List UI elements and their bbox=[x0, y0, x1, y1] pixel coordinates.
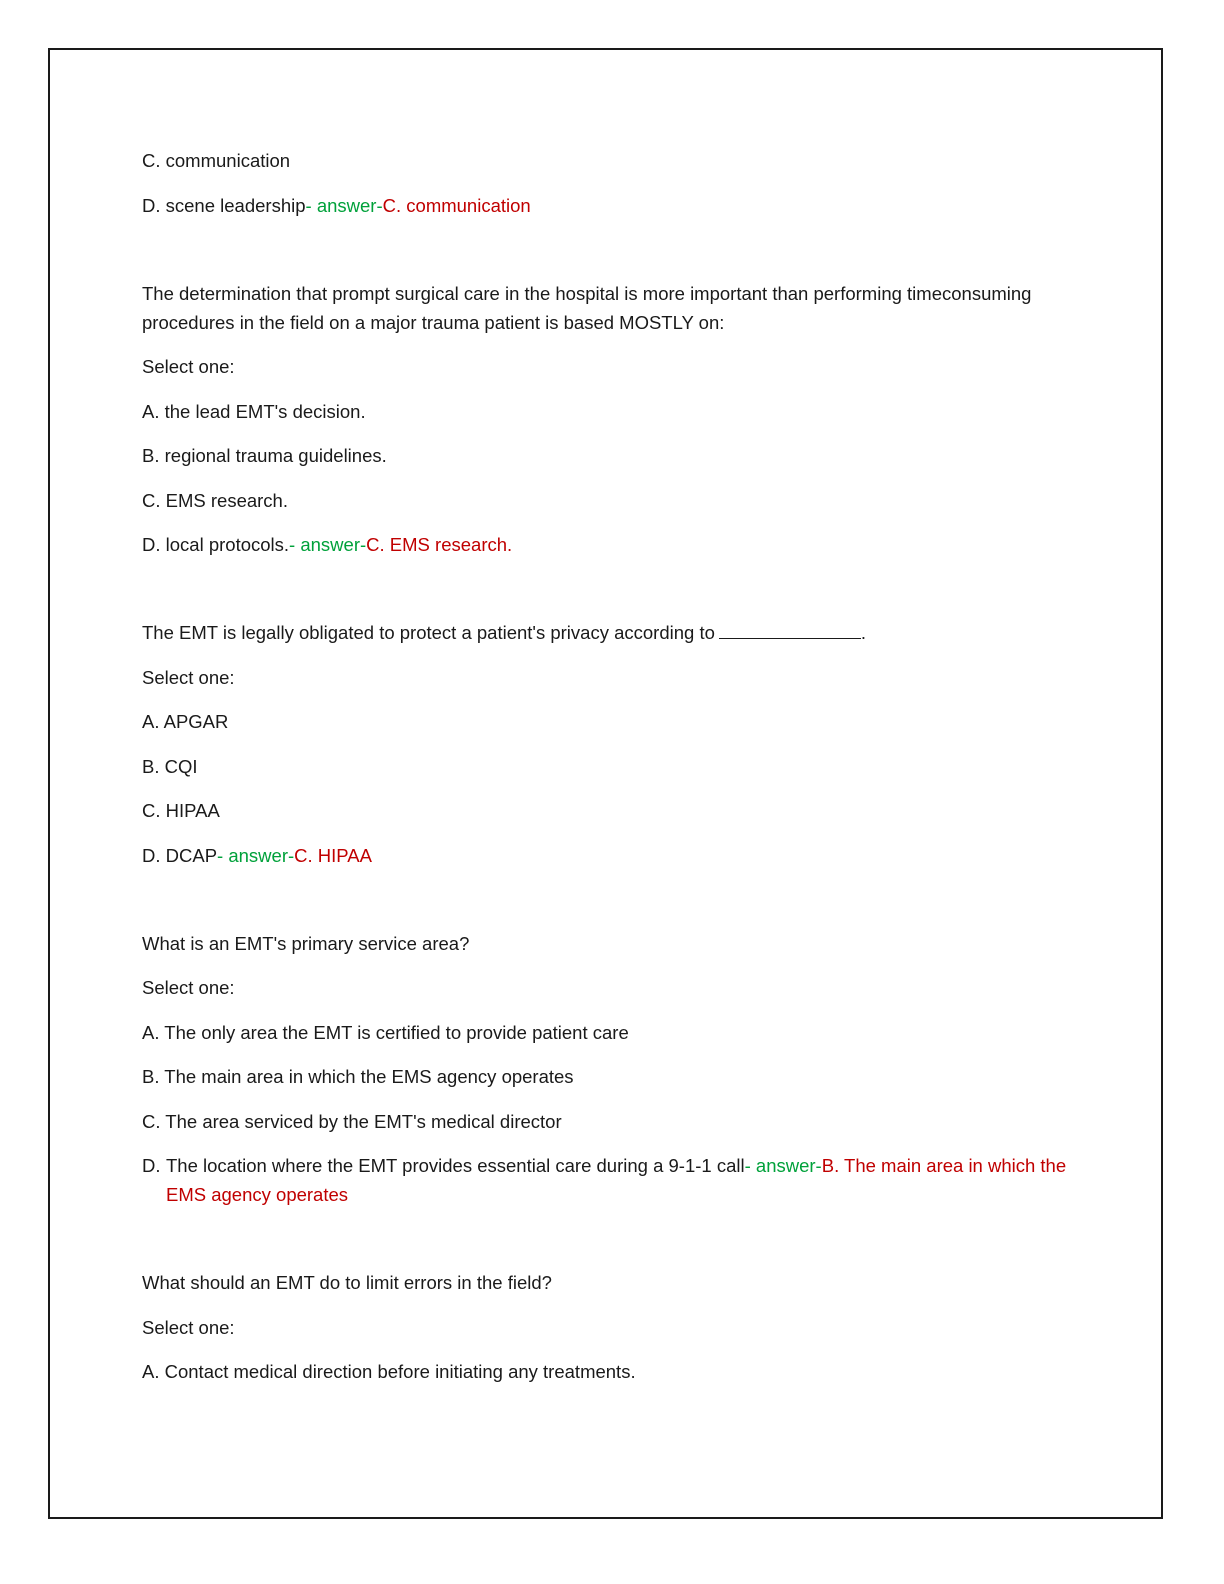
answer-label: answer- bbox=[228, 844, 295, 866]
option-d-body bbox=[166, 1151, 1082, 1209]
option-b: B. The main area in which the EMS agency operates bbox=[142, 1066, 574, 1087]
answer-separator: - bbox=[289, 534, 301, 555]
option-c: C. communication bbox=[142, 150, 291, 171]
answer-separator: - bbox=[305, 194, 317, 216]
option-d-with-answer bbox=[142, 530, 1082, 559]
answer-label: answer- bbox=[755, 1155, 822, 1176]
option-a: A. APGAR bbox=[142, 711, 229, 732]
question-text: What should an EMT do to limit errors in the field? bbox=[142, 1272, 552, 1293]
select-one-label: Select one: bbox=[142, 356, 235, 377]
option-c: C. EMS research. bbox=[142, 489, 288, 511]
option-c: C. The area serviced by the EMT's medical director bbox=[142, 1110, 562, 1132]
fill-in-blank bbox=[719, 618, 861, 639]
question-end: . bbox=[860, 622, 867, 643]
answer-label: answer- bbox=[316, 194, 383, 216]
option-d: D. local protocols. bbox=[142, 534, 290, 555]
option-d-with-answer bbox=[142, 1151, 1082, 1209]
answer-text: C. communication bbox=[382, 194, 531, 216]
answer-label: answer- bbox=[300, 534, 367, 555]
select-one-label: Select one: bbox=[142, 666, 235, 688]
select-one-label: Select one: bbox=[142, 1316, 235, 1338]
option-d-letter: D. bbox=[142, 1155, 161, 1176]
document-content bbox=[142, 146, 1082, 1386]
option-a: A. The only area the EMT is certified to provide patient care bbox=[142, 1021, 629, 1043]
option-c: C. HIPAA bbox=[142, 800, 220, 821]
answer-text: C. HIPAA bbox=[294, 844, 372, 866]
answer-separator: - bbox=[744, 1155, 756, 1176]
question-text: The EMT is legally obligated to protect a patient's privacy according to bbox=[142, 622, 715, 643]
answer-text: C. EMS research. bbox=[366, 534, 513, 555]
option-b: B. CQI bbox=[142, 755, 198, 777]
option-d: D. DCAP bbox=[142, 844, 218, 866]
select-one-label: Select one: bbox=[142, 977, 235, 998]
question-text: The determination that prompt surgical care in the hospital is more important than performing timeconsuming procedures in the field on a major trauma patient is based MOSTLY on: bbox=[142, 282, 1032, 333]
answer-separator: - bbox=[217, 844, 229, 866]
option-a: A. Contact medical direction before initiating any treatments. bbox=[142, 1361, 636, 1382]
question-text-with-blank bbox=[142, 618, 1082, 647]
option-b: B. regional trauma guidelines. bbox=[142, 445, 387, 466]
question-text: What is an EMT's primary service area? bbox=[142, 932, 470, 954]
option-d: D. scene leadership bbox=[142, 194, 306, 216]
option-d: The location where the EMT provides essential care during a 9-1-1 call bbox=[166, 1155, 745, 1176]
answer-text: B. The main area in which the EMS agency operates bbox=[166, 1155, 1067, 1205]
option-a: A. the lead EMT's decision. bbox=[142, 400, 366, 422]
option-d-with-answer bbox=[142, 841, 1082, 870]
option-d-with-answer bbox=[142, 191, 1082, 220]
